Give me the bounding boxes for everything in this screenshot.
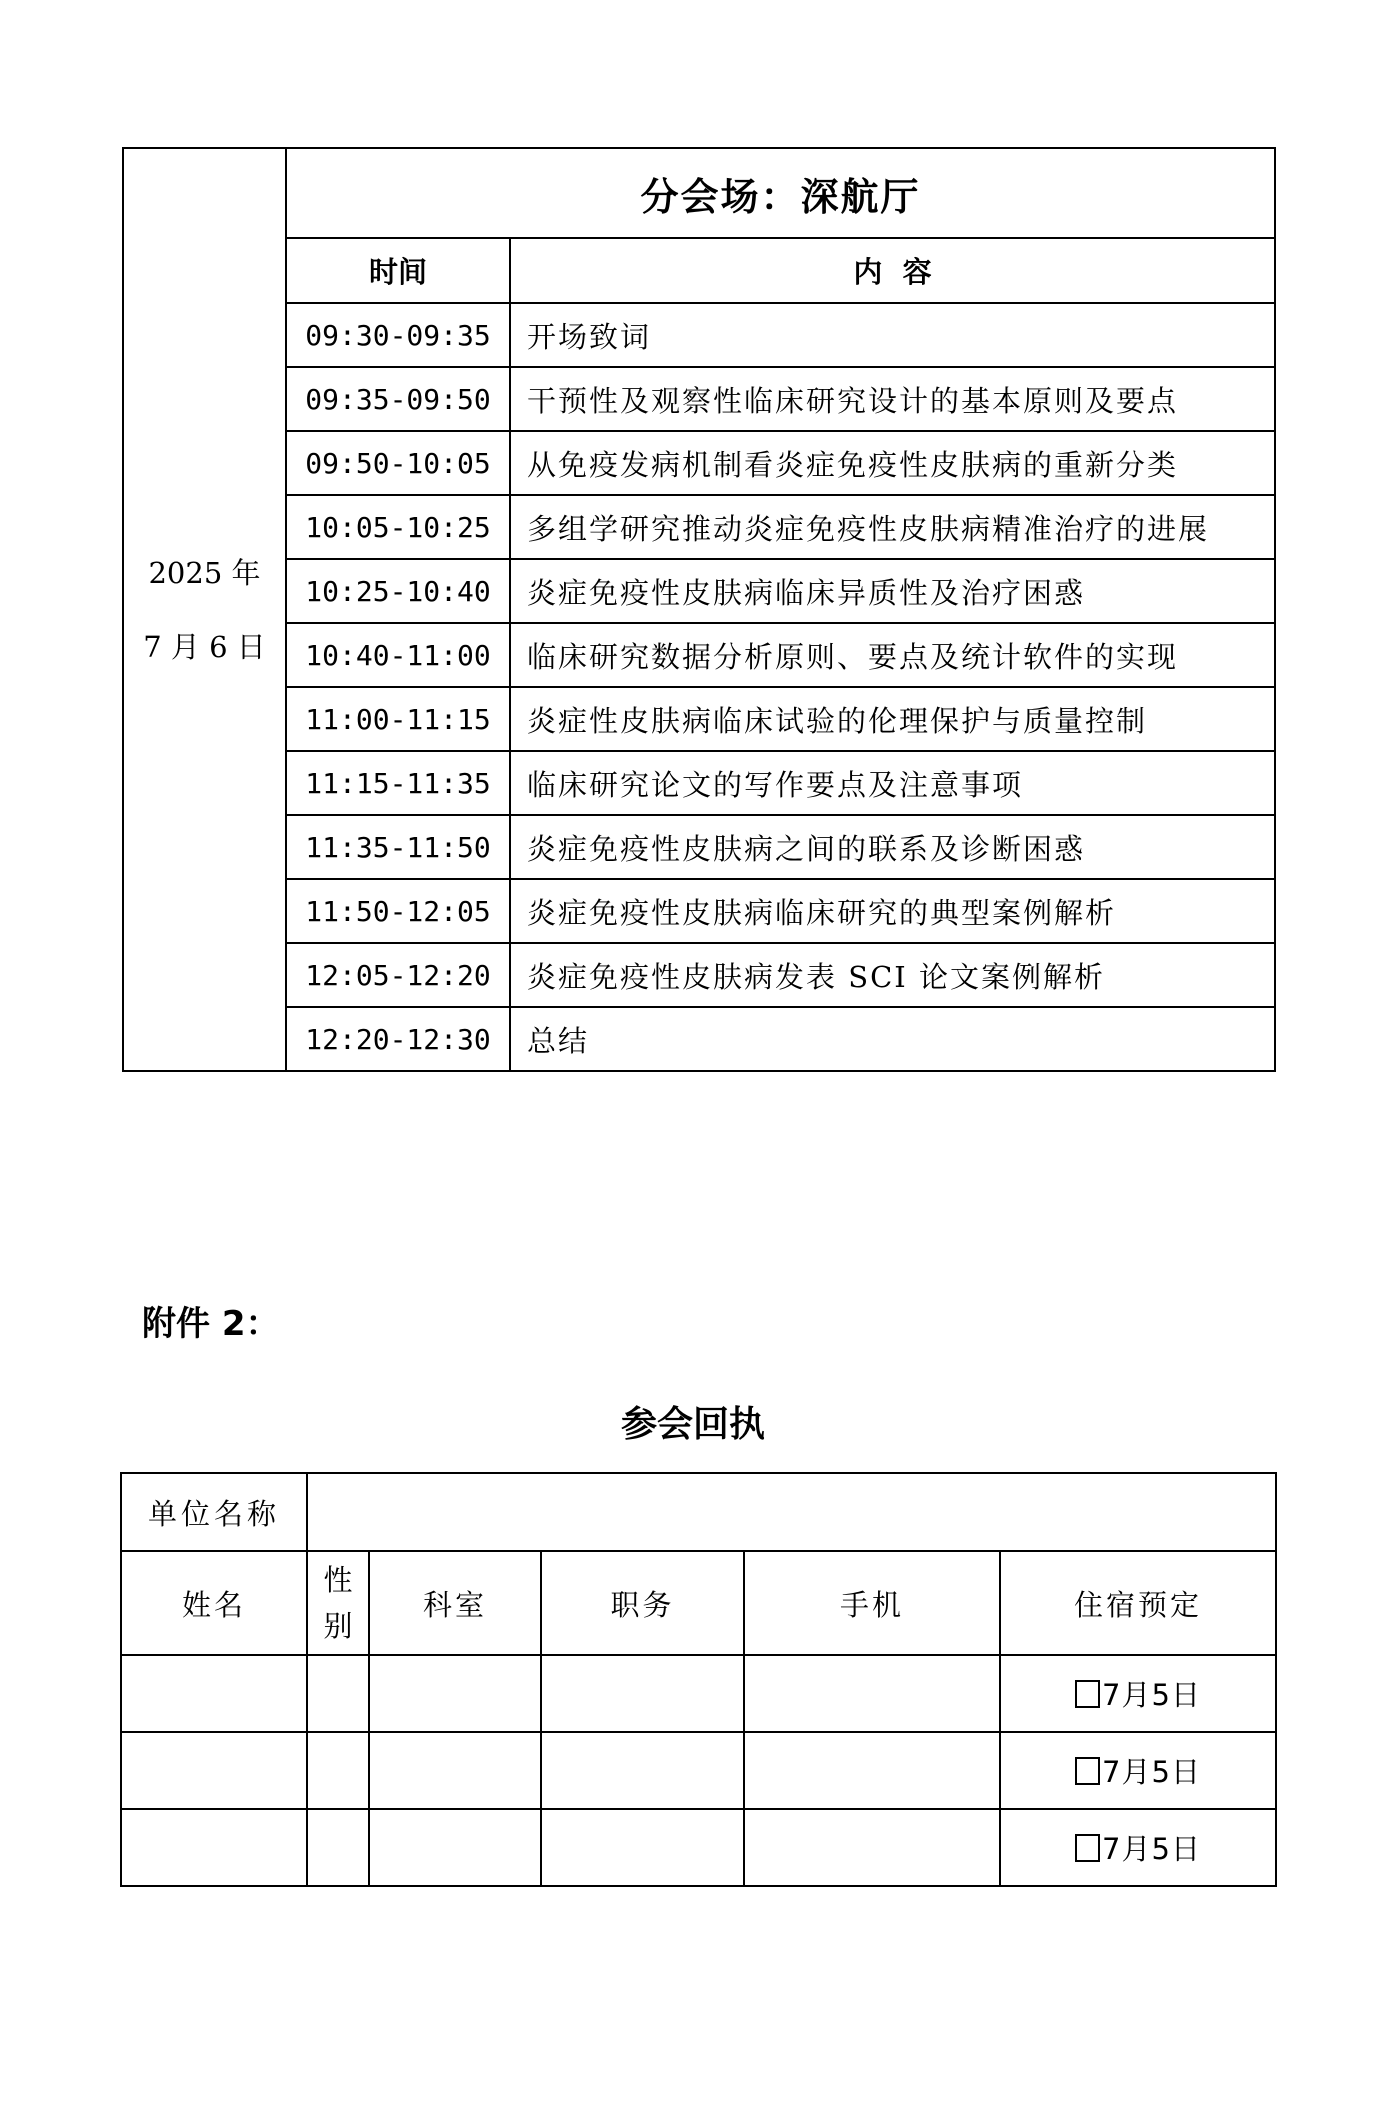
schedule-time: 10:05-10:25 xyxy=(286,495,510,559)
schedule-row xyxy=(123,879,1275,943)
schedule-time: 09:30-09:35 xyxy=(286,303,510,367)
header-name: 姓名 xyxy=(121,1551,307,1655)
unit-name-label: 单位名称 xyxy=(121,1473,307,1551)
schedule-time: 10:25-10:40 xyxy=(286,559,510,623)
phone-field[interactable] xyxy=(744,1809,1000,1886)
position-field[interactable] xyxy=(541,1732,744,1809)
schedule-time: 11:35-11:50 xyxy=(286,815,510,879)
gender-field[interactable] xyxy=(307,1732,369,1809)
schedule-topic: 多组学研究推动炎症免疫性皮肤病精准治疗的进展 xyxy=(510,495,1275,559)
header-gender-line1: 性 xyxy=(323,1563,353,1597)
schedule-topic: 炎症免疫性皮肤病发表 SCI 论文案例解析 xyxy=(510,943,1275,1007)
schedule-table xyxy=(122,147,1276,1072)
schedule-row xyxy=(123,431,1275,495)
date-cell xyxy=(123,148,286,1071)
position-field[interactable] xyxy=(541,1655,744,1732)
schedule-topic: 炎症免疫性皮肤病之间的联系及诊断困惑 xyxy=(510,815,1275,879)
hotel-option-cell xyxy=(1000,1809,1276,1886)
header-hotel: 住宿预定 xyxy=(1000,1551,1276,1655)
phone-field[interactable] xyxy=(744,1732,1000,1809)
schedule-topic: 从免疫发病机制看炎症免疫性皮肤病的重新分类 xyxy=(510,431,1275,495)
schedule-topic: 炎症免疫性皮肤病临床研究的典型案例解析 xyxy=(510,879,1275,943)
header-department: 科室 xyxy=(369,1551,541,1655)
schedule-row xyxy=(123,367,1275,431)
schedule-topic: 干预性及观察性临床研究设计的基本原则及要点 xyxy=(510,367,1275,431)
department-field[interactable] xyxy=(369,1655,541,1732)
schedule-time: 09:50-10:05 xyxy=(286,431,510,495)
schedule-time: 09:35-09:50 xyxy=(286,367,510,431)
schedule-row xyxy=(123,943,1275,1007)
header-content: 内 容 xyxy=(510,238,1275,303)
name-field[interactable] xyxy=(121,1732,307,1809)
date-line-day: 7 月 6 日 xyxy=(143,629,266,664)
schedule-time: 11:00-11:15 xyxy=(286,687,510,751)
checkbox[interactable] xyxy=(1075,1680,1100,1708)
department-field[interactable] xyxy=(369,1809,541,1886)
unit-name-field[interactable] xyxy=(307,1473,1276,1551)
schedule-row xyxy=(123,303,1275,367)
schedule-topic: 总结 xyxy=(510,1007,1275,1071)
hotel-option-label: 7月5日 xyxy=(1102,1678,1201,1712)
checkbox[interactable] xyxy=(1075,1757,1100,1785)
schedule-topic: 炎症免疫性皮肤病临床异质性及治疗困惑 xyxy=(510,559,1275,623)
phone-field[interactable] xyxy=(744,1655,1000,1732)
attendee-row xyxy=(121,1732,1276,1809)
department-field[interactable] xyxy=(369,1732,541,1809)
schedule-row xyxy=(123,623,1275,687)
attendee-row xyxy=(121,1809,1276,1886)
schedule-topic: 临床研究论文的写作要点及注意事项 xyxy=(510,751,1275,815)
header-phone: 手机 xyxy=(744,1551,1000,1655)
date-line-year: 2025 年 xyxy=(148,555,261,590)
schedule-topic: 开场致词 xyxy=(510,303,1275,367)
attachment-label: 附件 2： xyxy=(142,1304,280,1344)
hotel-option-label: 7月5日 xyxy=(1102,1832,1201,1866)
header-gender xyxy=(307,1551,369,1655)
attendee-row xyxy=(121,1655,1276,1732)
schedule-topic: 临床研究数据分析原则、要点及统计软件的实现 xyxy=(510,623,1275,687)
schedule-time: 10:40-11:00 xyxy=(286,623,510,687)
schedule-time: 11:15-11:35 xyxy=(286,751,510,815)
schedule-row xyxy=(123,815,1275,879)
gender-field[interactable] xyxy=(307,1809,369,1886)
name-field[interactable] xyxy=(121,1655,307,1732)
venue-title: 分会场：深航厅 xyxy=(286,148,1275,238)
schedule-row xyxy=(123,751,1275,815)
hotel-option-cell xyxy=(1000,1732,1276,1809)
header-position: 职务 xyxy=(541,1551,744,1655)
hotel-option-label: 7月5日 xyxy=(1102,1755,1201,1789)
schedule-time: 12:05-12:20 xyxy=(286,943,510,1007)
checkbox[interactable] xyxy=(1075,1834,1100,1862)
schedule-row xyxy=(123,559,1275,623)
schedule-topic: 炎症性皮肤病临床试验的伦理保护与质量控制 xyxy=(510,687,1275,751)
gender-field[interactable] xyxy=(307,1655,369,1732)
hotel-option-cell xyxy=(1000,1655,1276,1732)
name-field[interactable] xyxy=(121,1809,307,1886)
header-gender-line2: 别 xyxy=(323,1609,353,1643)
schedule-row xyxy=(123,687,1275,751)
schedule-time: 11:50-12:05 xyxy=(286,879,510,943)
registration-form-table xyxy=(120,1472,1277,1887)
form-title: 参会回执 xyxy=(620,1404,765,1445)
header-time: 时间 xyxy=(286,238,510,303)
schedule-time: 12:20-12:30 xyxy=(286,1007,510,1071)
schedule-row xyxy=(123,1007,1275,1071)
position-field[interactable] xyxy=(541,1809,744,1886)
schedule-row xyxy=(123,495,1275,559)
